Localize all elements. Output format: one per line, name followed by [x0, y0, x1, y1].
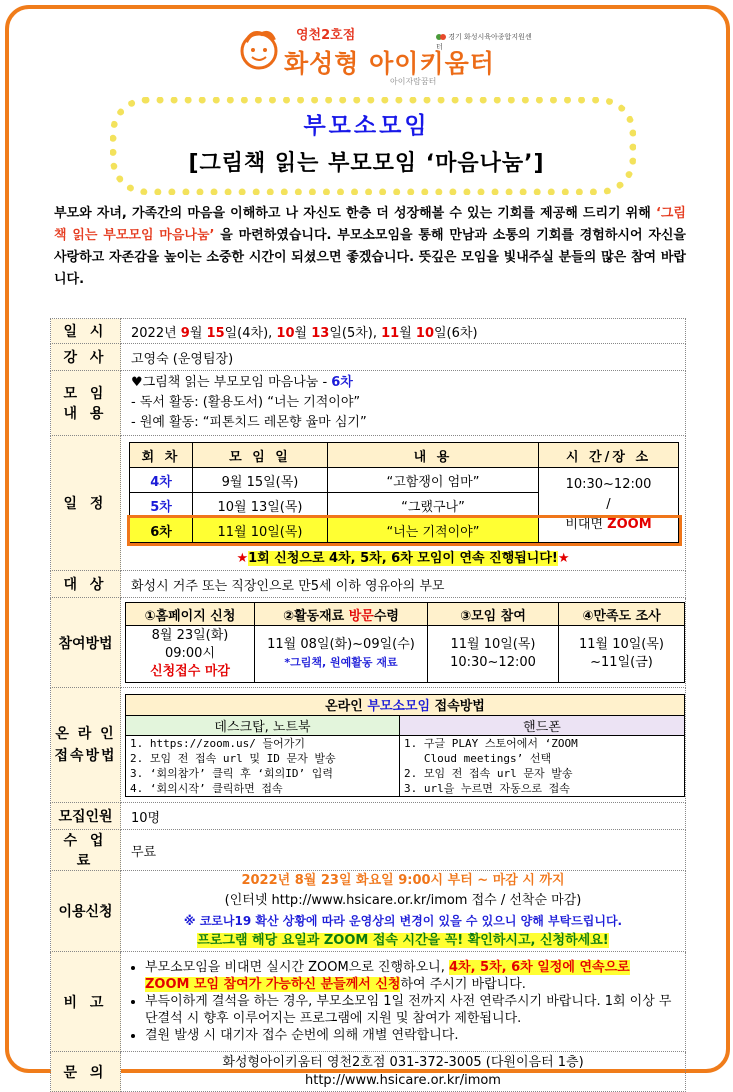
online-header-row	[126, 715, 685, 735]
method-body	[126, 626, 685, 683]
date-text: 일(6차)	[434, 325, 478, 341]
desktop-step: 2. 모임 전 접속 url 및 ID 문자 발송	[130, 751, 336, 765]
page-title: 부모소모임	[303, 113, 430, 139]
place-zoom: ZOOM	[607, 517, 652, 532]
row-date	[51, 319, 686, 344]
value-content	[121, 371, 686, 436]
method-deadline: 신청접수 마감	[150, 664, 230, 679]
schedule-round: 6차	[130, 518, 193, 543]
schedule-place	[539, 515, 678, 535]
apply-site: (인터넷 http://www.hsicare.or.kr/imom 접수 / 선착순 마감)	[224, 893, 582, 908]
date-day: 15	[206, 325, 225, 341]
row-remarks	[51, 952, 686, 1052]
info-table	[50, 318, 686, 1092]
step2-text: 수령	[373, 608, 399, 624]
schedule-time-place	[539, 468, 679, 543]
value-remarks	[121, 952, 686, 1052]
schedule-row	[130, 468, 679, 493]
remark-item: • 부득이하게 결석을 하는 경우, 부모소모임 1일 전까지 사전 연락주시기 바랍니다. 1회 이상 무단결석 시 향후 이루어지는 프로그램에 지원 및 참여가 제한됩니다.	[145, 993, 675, 1027]
online-title-row	[126, 694, 685, 715]
method-table	[125, 602, 685, 683]
online-title	[126, 694, 685, 715]
value-method	[121, 598, 686, 688]
date-text: 2022년	[131, 325, 181, 341]
step2-text: ②활동재료	[282, 608, 349, 624]
value-fee: 무료	[121, 830, 686, 871]
value-schedule	[121, 436, 686, 571]
label-fee: 수 업 료	[51, 830, 121, 871]
intro-text-2: 을 마련하였습니다. 부모소모임을 통해 만남과 소통의 기회를 경험하시어 자신을 사랑하고 자존감을 높이는 소중한 시간이 되셨으면 좋겠습니다. 뜻깊은 모임을 빛내주실 분들의 많은 참여 바랍니다.	[54, 228, 686, 287]
schedule-table	[129, 442, 679, 543]
phone-step: 3. url을 누르면 자동으로 접속	[404, 781, 570, 795]
value-teacher: 고영숙 (운영팀장)	[121, 344, 686, 371]
date-text: 월	[399, 325, 416, 341]
method-detail-line: 09:00시	[164, 646, 216, 661]
desktop-step: 4. ‘회의시작’ 클릭하면 접속	[130, 781, 283, 795]
date-text: 월	[189, 325, 207, 341]
logo-name: 화성형 아이키움터	[284, 49, 495, 78]
schedule-header-cell: 시 간/장 소	[539, 443, 679, 468]
method-step-3: ③모임 참여	[428, 603, 559, 626]
method-detail-line: 11월 10일(목)	[578, 637, 665, 652]
schedule-round: 4차	[130, 468, 193, 493]
date-month: 9	[180, 325, 190, 341]
label-contact: 문 의	[51, 1052, 121, 1092]
schedule-header	[130, 443, 679, 468]
method-detail-3	[428, 626, 559, 683]
phone-step: Cloud meetings’ 선택	[404, 751, 552, 765]
place-text: 비대면	[565, 517, 608, 532]
content-line-2: - 독서 활동: (활용도서) “너는 기적이야”	[131, 395, 361, 410]
schedule-date: 11월 10일(목)	[193, 518, 328, 543]
org-logo	[436, 32, 538, 52]
label-method: 참여방법	[51, 598, 121, 688]
intro-paragraph	[54, 203, 686, 291]
logo-tagline: 아이자람꿈터	[390, 77, 437, 86]
content-title: ♥그림책 읽는 부모모임 마음나눔 -	[131, 375, 332, 390]
value-apply	[121, 871, 686, 952]
logo	[238, 20, 538, 86]
row-target	[51, 571, 686, 598]
phone-step: 1. 구글 PLAY 스토어에서 ‘ZOOM	[404, 736, 578, 750]
remarks-list	[131, 959, 675, 1044]
row-teacher	[51, 344, 686, 371]
apply-period: 2022년 8월 23일 화요일 9:00시 부터 ~ 마감 시 까지	[241, 873, 565, 888]
desktop-step: 1. https://zoom.us/ 들어가기	[130, 736, 305, 750]
schedule-header-cell: 내 용	[328, 443, 539, 468]
method-detail-2	[255, 626, 428, 683]
label-teacher: 강 사	[51, 344, 121, 371]
method-detail-line: 10:30~12:00	[450, 655, 536, 670]
value-target: 화성시 거주 또는 직장인으로 만5세 이하 영유아의 부모	[121, 571, 686, 598]
phone-step: 2. 모임 전 접속 url 문자 발송	[404, 766, 573, 780]
schedule-slash: /	[606, 497, 611, 512]
row-method	[51, 598, 686, 688]
intro-text-1: 부모와 자녀, 가족간의 마음을 이해하고 나 자신도 한층 더 성장해볼 수 있는 기회를 제공해 드리기 위해	[54, 206, 656, 221]
org-name: 경기 화성시육아종합지원센터	[436, 33, 532, 51]
method-detail-line: 11월 08일(화)~09일(수)	[267, 637, 415, 652]
label-capacity: 모집인원	[51, 803, 121, 830]
row-schedule	[51, 436, 686, 571]
value-capacity: 10명	[121, 803, 686, 830]
row-fee	[51, 830, 686, 871]
page-subtitle: [그림책 읽는 부모모임 ‘마음나눔’]	[188, 151, 545, 176]
label-target: 대 상	[51, 571, 121, 598]
method-detail-line: ~11일(금)	[590, 655, 653, 670]
method-step-1: ①홈페이지 신청	[126, 603, 255, 626]
online-title-text: 접속방법	[430, 699, 485, 714]
desktop-steps	[126, 735, 400, 796]
phone-header: 핸드폰	[400, 715, 685, 735]
method-detail-line: 8월 23일(화)	[151, 628, 229, 643]
method-step-2	[255, 603, 428, 626]
desktop-header: 데스크탑, 노트북	[126, 715, 400, 735]
date-text: 월	[294, 325, 312, 341]
schedule-round: 5차	[130, 493, 193, 518]
row-contact	[51, 1052, 686, 1092]
step2-visit: 방문	[348, 608, 374, 624]
row-apply	[51, 871, 686, 952]
remark-item	[145, 959, 675, 993]
org-logo-icon	[436, 33, 446, 41]
online-title-highlight: 부모소모임	[367, 699, 431, 714]
method-detail-4	[559, 626, 685, 683]
date-text: 일(4차),	[224, 325, 277, 341]
schedule-content: “고함쟁이 엄마”	[328, 468, 539, 493]
contact-phone: 화성형아이키움터 영천2호점 031-372-3005 (다원이음터 1층)	[222, 1054, 584, 1070]
value-contact	[121, 1052, 686, 1092]
date-text: 일(5차),	[329, 325, 382, 341]
remark-text: 하여 주시기 바랍니다.	[400, 977, 526, 992]
schedule-notice	[121, 547, 685, 566]
schedule-header-cell: 회 차	[130, 443, 193, 468]
schedule-header-cell: 모 임 일	[193, 443, 328, 468]
content-line-1	[131, 373, 675, 393]
label-apply: 이용신청	[51, 871, 121, 952]
online-table	[125, 694, 685, 797]
logo-branch: 영천2호점	[296, 28, 356, 43]
schedule-date: 10월 13일(목)	[193, 493, 328, 518]
star-icon: ★	[236, 551, 249, 566]
remark-highlight: 4차, 5차, 6차 일정에 연속으로 ZOOM 모임 참여가 가능하신 분들께서 신청	[145, 960, 630, 992]
intro-highlight: ‘그림책 읽는 부모모임 마음나눔’	[54, 206, 686, 243]
apply-check-wrap	[121, 931, 685, 951]
apply-check-notice: 프로그램 해당 요일과 ZOOM 접속 시간을 꼭! 확인하시고, 신청하세요!	[197, 933, 609, 948]
star-icon: ★	[557, 551, 570, 566]
row-content	[51, 371, 686, 436]
label-content: 모 임 내 용	[51, 371, 121, 436]
date-day: 13	[311, 325, 330, 341]
method-note: *그림책, 원예활동 재료	[284, 656, 398, 669]
value-online	[121, 688, 686, 803]
method-header	[126, 603, 685, 626]
schedule-content: “그랬구나”	[328, 493, 539, 518]
online-steps-row	[126, 735, 685, 796]
remark-text: 부모소모임을 비대면 실시간 ZOOM으로 진행하오니,	[145, 960, 449, 975]
phone-steps	[400, 735, 685, 796]
schedule-content: “너는 기적이야”	[328, 518, 539, 543]
schedule-time: 10:30~12:00	[565, 477, 652, 492]
online-title-text: 온라인	[325, 699, 368, 714]
content-round: 6차	[331, 375, 353, 390]
method-step-4: ④만족도 조사	[559, 603, 685, 626]
date-month: 10	[276, 325, 295, 341]
content-line-3: - 원예 활동: “피톤치드 레몬향 율마 심기”	[131, 415, 367, 430]
row-capacity	[51, 803, 686, 830]
schedule-date: 9월 15일(목)	[193, 468, 328, 493]
remark-item: • 결원 발생 시 대기자 접수 순번에 의해 개별 연락합니다.	[145, 1027, 675, 1044]
label-remarks: 비 고	[51, 952, 121, 1052]
method-detail-1	[126, 626, 255, 683]
row-online	[51, 688, 686, 803]
value-date	[121, 319, 686, 344]
label-schedule: 일 정	[51, 436, 121, 571]
label-date: 일 시	[51, 319, 121, 344]
child-face-icon	[238, 28, 280, 70]
method-detail-line: 11월 10일(목)	[450, 637, 536, 652]
date-month: 11	[381, 325, 400, 341]
desktop-step: 3. ‘회의참가’ 클릭 후 ‘회의ID’ 입력	[130, 766, 333, 780]
notice-text: 1회 신청으로 4차, 5차, 6차 모임이 연속 진행됩니다!	[248, 551, 558, 566]
label-online: 온 라 인 접속방법	[51, 688, 121, 803]
date-day: 10	[415, 325, 434, 341]
apply-covid-notice: ※ 코로나19 확산 상황에 따라 운영상의 변경이 있을 수 있으니 양해 부탁드립니다.	[183, 914, 623, 928]
contact-url[interactable]: http://www.hsicare.or.kr/imom	[305, 1072, 501, 1088]
